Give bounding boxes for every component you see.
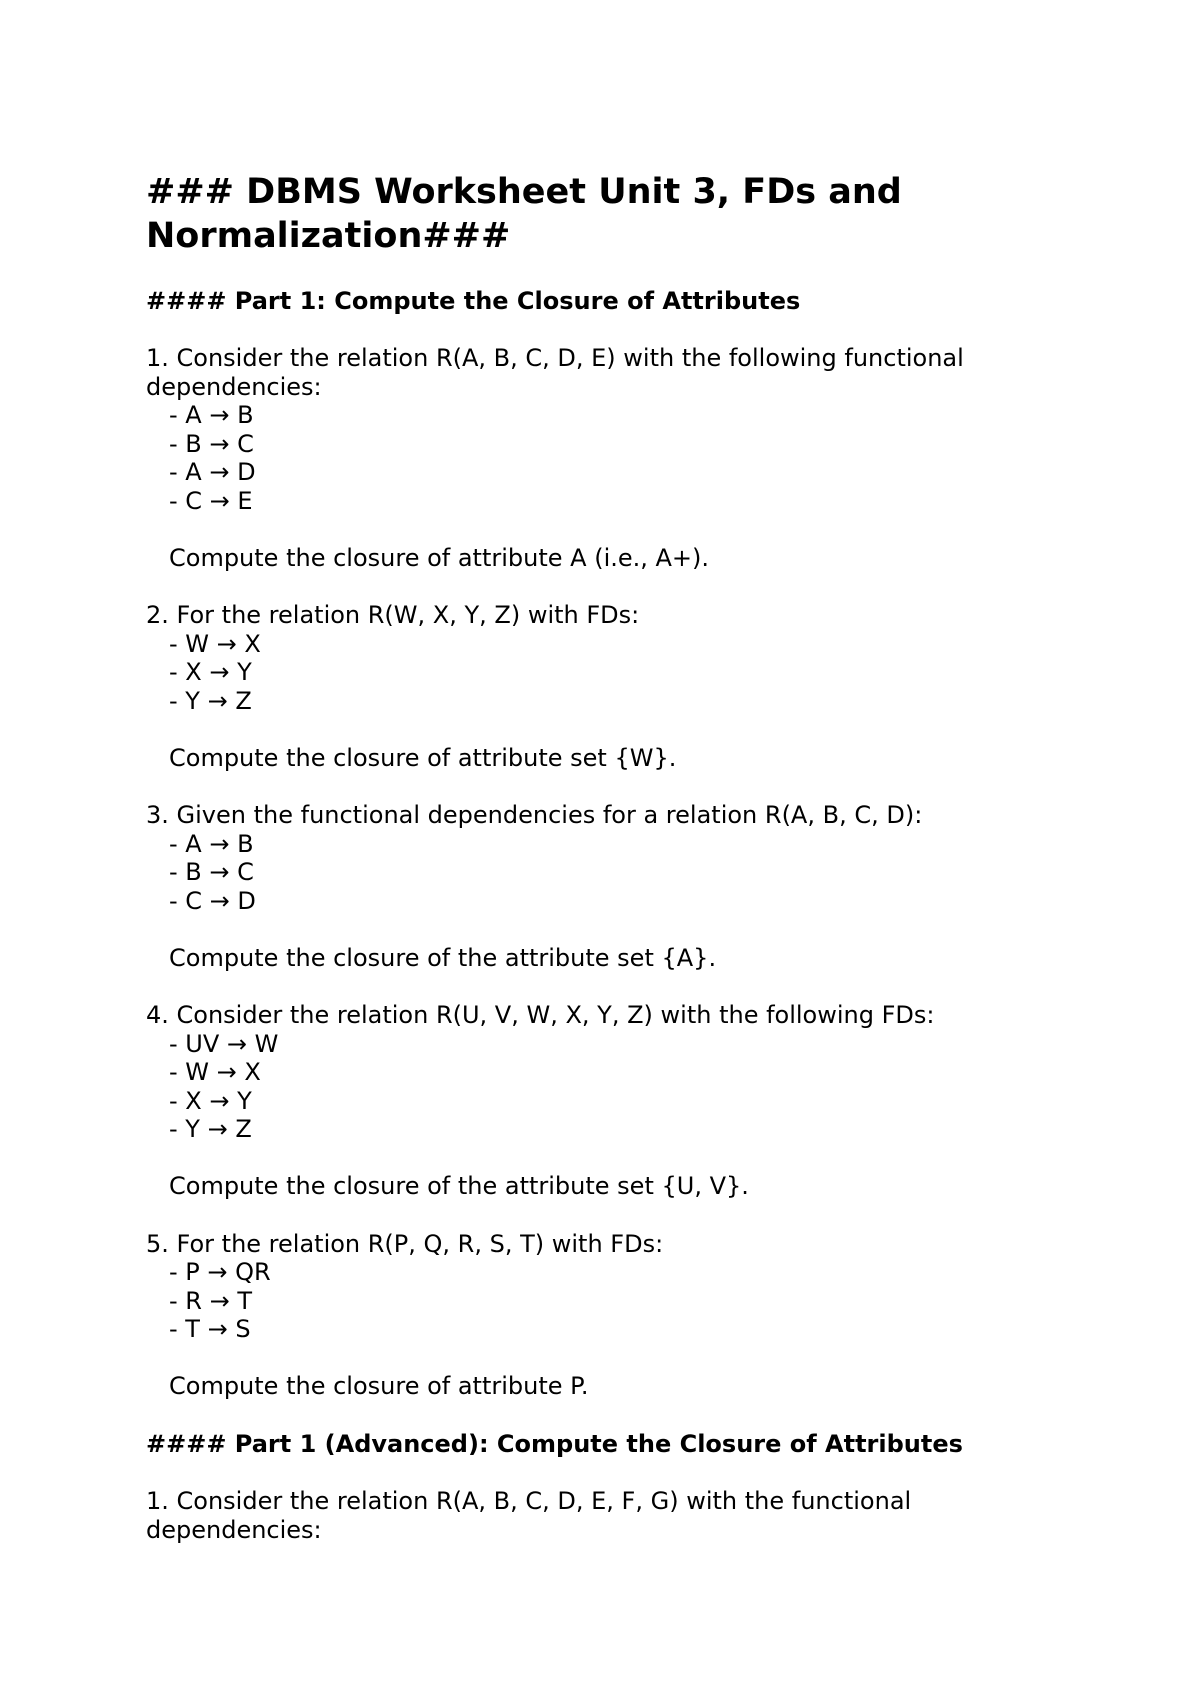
question-1-stem-line2: dependencies:: [146, 373, 322, 401]
question-5-stem-line1: 5. For the relation R(P, Q, R, S, T) with FDs:: [146, 1230, 664, 1258]
question-2-task: Compute the closure of attribute set {W}.: [169, 744, 677, 772]
question-2-stem-line1: 2. For the relation R(W, X, Y, Z) with FDs:: [146, 601, 640, 629]
advanced-question-1-stem-line2: dependencies:: [146, 1516, 322, 1544]
question-2-fd-2: - X → Y: [169, 658, 252, 686]
question-2-fd-1: - W → X: [169, 630, 261, 658]
part1-heading: #### Part 1: Compute the Closure of Attributes: [146, 287, 801, 315]
question-3-fd-2: - B → C: [169, 858, 254, 886]
question-5-fd-1: - P → QR: [169, 1258, 271, 1286]
part1-advanced-heading: #### Part 1 (Advanced): Compute the Closure of Attributes: [146, 1430, 963, 1458]
question-3-fd-1: - A → B: [169, 830, 254, 858]
question-1-fd-4: - C → E: [169, 487, 253, 515]
question-1-fd-1: - A → B: [169, 401, 254, 429]
question-1-fd-3: - A → D: [169, 458, 256, 486]
question-2-fd-3: - Y → Z: [169, 687, 252, 715]
question-4-fd-1: - UV → W: [169, 1030, 279, 1058]
question-1-stem-line1: 1. Consider the relation R(A, B, C, D, E) with the following functional: [146, 344, 964, 372]
question-4-fd-3: - X → Y: [169, 1087, 252, 1115]
question-4-stem-line1: 4. Consider the relation R(U, V, W, X, Y, Z) with the following FDs:: [146, 1001, 935, 1029]
question-3-stem-line1: 3. Given the functional dependencies for a relation R(A, B, C, D):: [146, 801, 923, 829]
advanced-question-1-stem-line1: 1. Consider the relation R(A, B, C, D, E, F, G) with the functional: [146, 1487, 912, 1515]
worksheet-title: ### DBMS Worksheet Unit 3, FDs and Normalization###: [146, 172, 902, 256]
question-5-fd-3: - T → S: [169, 1315, 251, 1343]
question-3-task: Compute the closure of the attribute set {A}.: [169, 944, 717, 972]
question-1-fd-2: - B → C: [169, 430, 254, 458]
question-4-fd-2: - W → X: [169, 1058, 261, 1086]
question-5-fd-2: - R → T: [169, 1287, 252, 1315]
question-1-task: Compute the closure of attribute A (i.e., A+).: [169, 544, 710, 572]
question-4-fd-4: - Y → Z: [169, 1115, 252, 1143]
question-4-task: Compute the closure of the attribute set {U, V}.: [169, 1172, 749, 1200]
question-5-task: Compute the closure of attribute P.: [169, 1372, 589, 1400]
question-3-fd-3: - C → D: [169, 887, 256, 915]
